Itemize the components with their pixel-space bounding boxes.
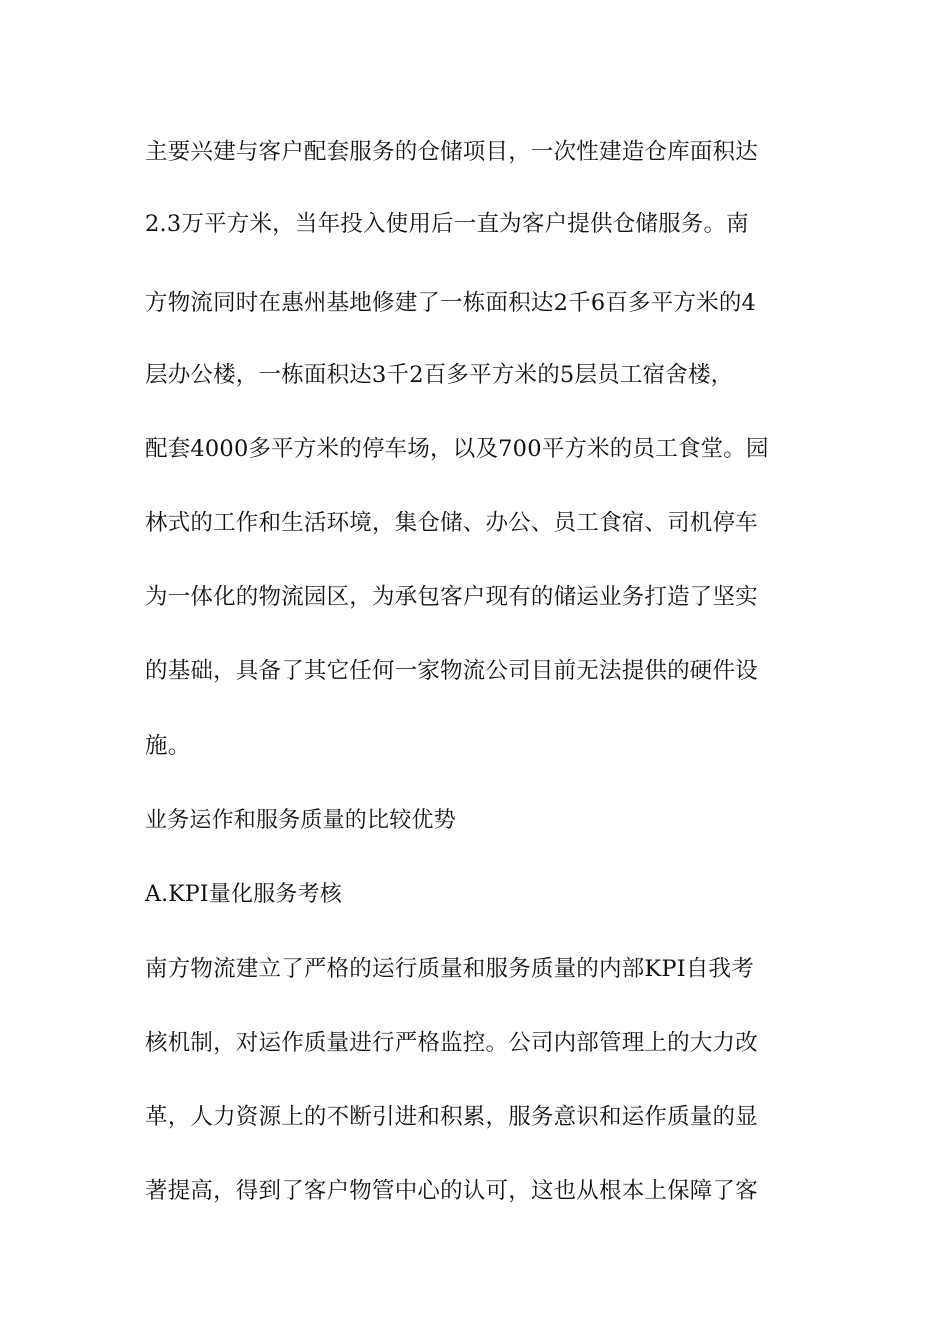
paragraph-line: 核机制，对运作质量进行严格监控。公司内部管理上的大力改 — [145, 1030, 758, 1056]
paragraph-line: 施。 — [145, 733, 191, 759]
paragraph-line: 方物流同时在惠州基地修建了一栋面积达2千6百多平方米的4 — [145, 290, 757, 316]
paragraph-line: 2.3万平方米，当年投入使用后一直为客户提供仓储服务。南 — [145, 211, 749, 237]
paragraph-line: 主要兴建与客户配套服务的仓储项目，一次性建造仓库面积达 — [145, 139, 758, 165]
subsection-heading: A.KPI量化服务考核 — [145, 882, 343, 907]
paragraph-line: 著提高，得到了客户物管中心的认可，这也从根本上保障了客 — [145, 1178, 758, 1204]
paragraph-line: 南方物流建立了严格的运行质量和服务质量的内部KPI自我考 — [145, 956, 754, 982]
paragraph-line: 层办公楼，一栋面积达3千2百多平方米的5层员工宿舍楼， — [145, 362, 734, 388]
paragraph-line: 为一体化的物流园区，为承包客户现有的储运业务打造了坚实 — [145, 584, 758, 610]
paragraph-line: 林式的工作和生活环境，集仓储、办公、员工食宿、司机停车 — [145, 510, 758, 536]
paragraph-line: 配套4000多平方米的停车场，以及700平方米的员工食堂。园 — [145, 436, 769, 462]
section-heading: 业务运作和服务质量的比较优势 — [145, 808, 456, 833]
paragraph-line: 革，人力资源上的不断引进和积累，服务意识和运作质量的显 — [145, 1104, 758, 1130]
paragraph-line: 的基础，具备了其它任何一家物流公司目前无法提供的硬件设 — [145, 658, 758, 684]
